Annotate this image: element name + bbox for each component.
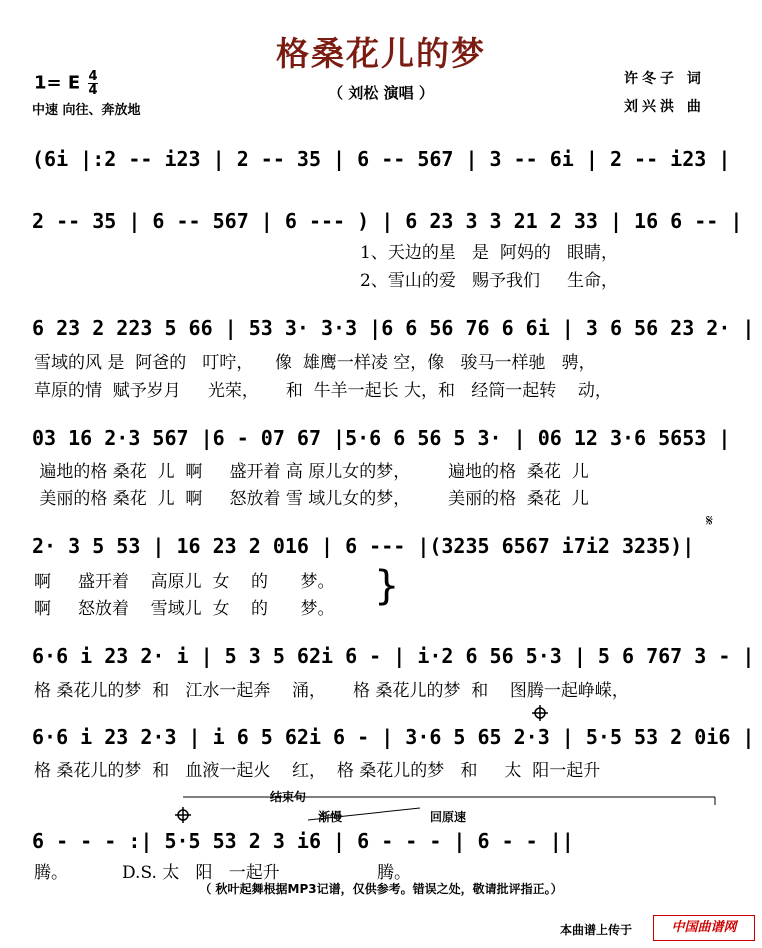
- time-signature-bottom: 4: [88, 83, 98, 98]
- notation-row-5: 2· 3 5 53 | 16 23 2 016 | 6 --- |(3235 6567 i7i2 3235)|: [32, 534, 695, 558]
- upload-credit: 本曲谱上传于: [560, 923, 633, 937]
- time-signature-top: 4: [88, 69, 98, 84]
- lyrics-row-5-verse-2: 啊 怒放着 雪域儿 女 的 梦。: [34, 599, 335, 619]
- notation-row-4: 03 16 2·3 567 |6 - 07 67 |5·6 6 56 5 3· | 06 12 3·6 5653 |: [32, 426, 731, 450]
- transcription-note: （ 秋叶起舞根据MP3记谱，仅供参考。错误之处，敬请批评指正。）: [199, 882, 563, 896]
- coda-icon: [175, 807, 191, 823]
- notation-row-2: 2 -- 35 | 6 -- 567 | 6 --- ) | 6 23 3 3 21 2 33 | 16 6 -- |: [32, 209, 743, 233]
- lyrics-row-5-verse-1: 啊 盛开着 高原儿 女 的 梦。: [34, 572, 335, 592]
- lyricist: 许冬子 词: [624, 71, 705, 87]
- lyrics-row-4-verse-1: 遍地的格 桑花 儿 啊 盛开着 高 原儿女的梦， 遍地的格 桑花 儿: [34, 462, 589, 482]
- coda-icon: [532, 705, 548, 721]
- lyrics-row-2-verse-1: 1、天边的星 是 阿妈的 眼睛，: [360, 243, 619, 263]
- song-title: 格桑花儿的梦: [276, 34, 486, 73]
- lyrics-row-3-verse-2: 草原的情 赋予岁月 光荣， 和 牛羊一起长 大，和 经筒一起转 动，: [34, 381, 612, 401]
- lyrics-row-6: 格 桑花儿的梦 和 江水一起奔 涌， 格 桑花儿的梦 和 图腾一起峥嵘，: [34, 681, 629, 701]
- site-logo: 中国曲谱网: [653, 915, 755, 941]
- ritardando-label: 渐慢: [318, 810, 343, 824]
- notation-row-3: 6 23 2 223 5 66 | 53 3· 3·3 |6 6 56 76 6 6i | 3 6 56 23 2· |: [32, 316, 755, 340]
- composer: 刘兴洪 曲: [624, 99, 705, 115]
- ending-label: 结束句: [270, 790, 307, 804]
- tempo-marking: 中速 向往、奔放地: [32, 103, 141, 118]
- lyrics-row-7: 格 桑花儿的梦 和 血液一起火 红， 格 桑花儿的梦 和 太 阳一起升: [34, 761, 601, 781]
- lyrics-row-4-verse-2: 美丽的格 桑花 儿 啊 怒放着 雪 域儿女的梦， 美丽的格 桑花 儿: [34, 489, 589, 509]
- lyrics-row-2-verse-2: 2、雪山的爱 赐予我们 生命，: [360, 271, 619, 291]
- segno-icon: 𝄋: [706, 511, 713, 530]
- singer-credit: （ 刘松 演唱 ）: [328, 84, 434, 102]
- a-tempo-label: 回原速: [430, 810, 467, 824]
- key-label: 1= E: [34, 72, 81, 94]
- ritardando-hairpin: [308, 808, 420, 820]
- notation-row-7: 6·6 i 23 2·3 | i 6 5 62i 6 - | 3·6 5 65 2·3 | 5·5 53 2 0i6 |: [32, 725, 755, 749]
- verse-brace: }: [374, 563, 400, 609]
- lyrics-row-3-verse-1: 雪域的风 是 阿爸的 叮咛， 像 雄鹰一样凌 空，像 骏马一样驰 骋，: [34, 353, 596, 373]
- lyrics-row-8: 腾。 D.S. 太 阳 一起升 腾。: [34, 863, 412, 883]
- notation-row-8: 6 - - - :| 5·5 53 2 3 i6 | 6 - - - | 6 - - ||: [32, 829, 574, 853]
- notation-row-6: 6·6 i 23 2· i | 5 3 5 62i 6 - | i·2 6 56 5·3 | 5 6 767 3 - |: [32, 644, 755, 668]
- notation-row-1: (6i |:2 -- i23 | 2 -- 35 | 6 -- 567 | 3 -- 6i | 2 -- i23 |: [32, 147, 731, 171]
